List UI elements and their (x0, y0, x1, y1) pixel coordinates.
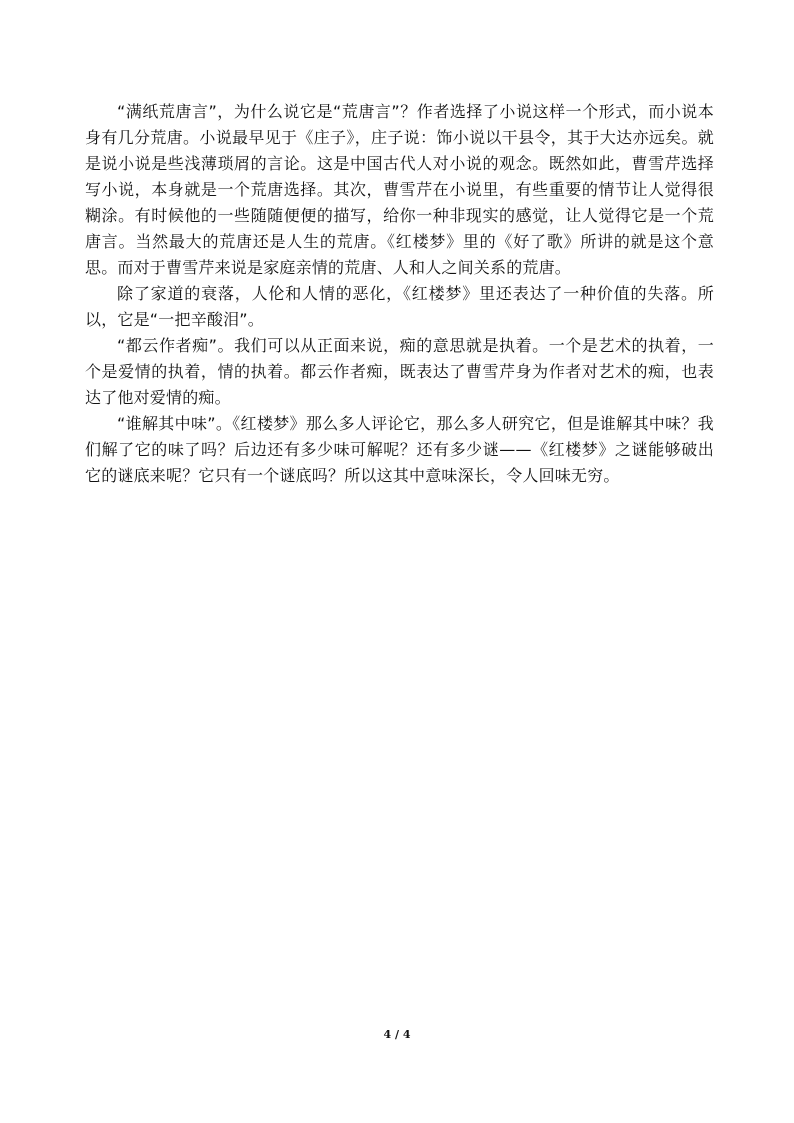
document-body (85, 99, 714, 489)
paragraph-bitter-tears: 除了家道的衰落，人伦和人情的恶化，《红楼梦》里还表达了一种价值的失落。所以，它是“一把辛酸泪”。 (85, 284, 714, 329)
paragraph-absurd-words: “满纸荒唐言”，为什么说它是“荒唐言”？作者选择了小说这样一个形式，而小说本身有几分荒唐。小说最早见于《庄子》，庄子说：饰小说以干县令，其于大达亦远矣。就是说小说是些浅薄琐屑的言论。这是中国古代人对小说的观念。既然如此，曹雪芹选择写小说，本身就是一个荒唐选择。其次，曹雪芹在小说里，有些重要的情节让人觉得很糊涂。有时候他的一些随随便便的描写，给你一种非现实的感觉，让人觉得它是一个荒唐言。当然最大的荒唐还是人生的荒唐。《红楼梦》里的《好了歌》所讲的就是这个意思。而对于曹雪芹来说是家庭亲情的荒唐、人和人之间关系的荒唐。 (85, 102, 714, 277)
paragraph-author-obsession: “都云作者痴”。我们可以从正面来说，痴的意思就是执着。一个是艺术的执着，一个是爱情的执着，情的执着。都云作者痴，既表达了曹雪芹身为作者对艺术的痴，也表达了他对爱情的痴。 (85, 336, 714, 407)
paragraph-hidden-meaning: “谁解其中味”。《红楼梦》那么多人评论它，那么多人研究它，但是谁解其中味？我们解了它的味了吗？后边还有多少味可解呢？还有多少谜——《红楼梦》之谜能够破出它的谜底来呢？它只有一个谜底吗？所以这其中意味深长，令人回味无穷。 (85, 414, 714, 485)
page-number: 4 / 4 (383, 1028, 411, 1041)
